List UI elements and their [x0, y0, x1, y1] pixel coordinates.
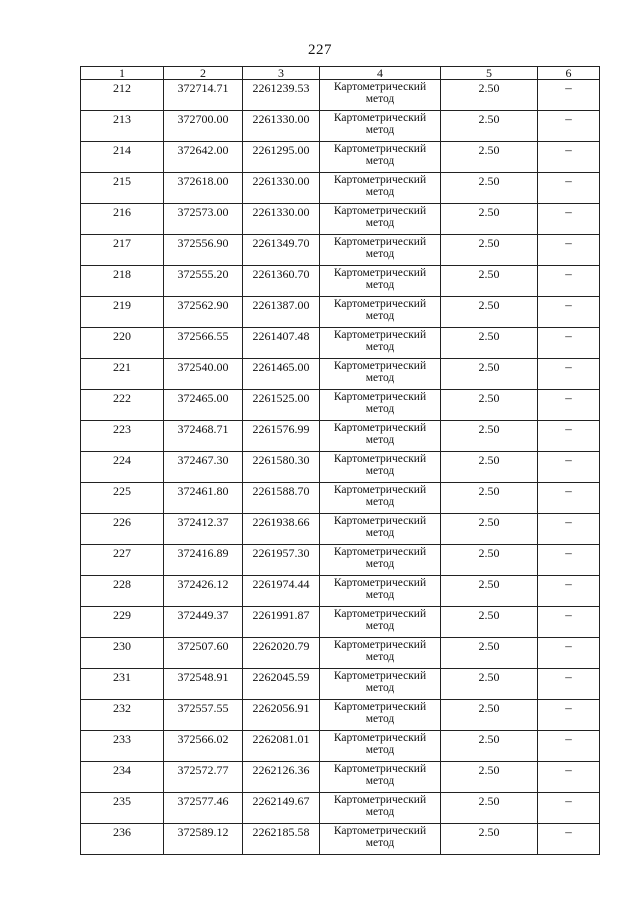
point-number-cell: 230 [81, 638, 164, 669]
table-row [81, 545, 600, 576]
coordinates-table [80, 66, 600, 855]
method-line-1: Картометрический [333, 515, 427, 527]
note-cell: – [538, 297, 600, 328]
point-number-cell: 212 [81, 80, 164, 111]
point-number-cell: 234 [81, 762, 164, 793]
method-line-2: метод [365, 806, 395, 818]
y-coordinate-cell: 2261239.53 [243, 80, 320, 111]
method-line-2: метод [365, 837, 395, 849]
method-line-1: Картометрический [333, 236, 427, 248]
table-row [81, 638, 600, 669]
point-number-cell: 229 [81, 607, 164, 638]
method-cell [320, 824, 441, 855]
method-line-1: Картометрический [333, 732, 427, 744]
column-header-2: 2 [164, 67, 243, 80]
y-coordinate-cell: 2261991.87 [243, 607, 320, 638]
method-line-2: метод [365, 589, 395, 601]
y-coordinate-cell: 2261588.70 [243, 483, 320, 514]
note-cell: – [538, 607, 600, 638]
point-number-cell: 226 [81, 514, 164, 545]
point-number-cell: 232 [81, 700, 164, 731]
x-coordinate-cell: 372714.71 [164, 80, 243, 111]
note-cell: – [538, 762, 600, 793]
point-number-cell: 224 [81, 452, 164, 483]
method-cell [320, 638, 441, 669]
point-number-cell: 220 [81, 328, 164, 359]
point-number-cell: 217 [81, 235, 164, 266]
note-cell: – [538, 514, 600, 545]
precision-cell: 2.50 [441, 235, 538, 266]
method-line-2: метод [365, 465, 395, 477]
note-cell: – [538, 452, 600, 483]
method-line-2: метод [365, 713, 395, 725]
table-row [81, 173, 600, 204]
precision-cell: 2.50 [441, 700, 538, 731]
point-number-cell: 228 [81, 576, 164, 607]
point-number-cell: 236 [81, 824, 164, 855]
table-row [81, 669, 600, 700]
y-coordinate-cell: 2261407.48 [243, 328, 320, 359]
x-coordinate-cell: 372557.55 [164, 700, 243, 731]
y-coordinate-cell: 2261387.00 [243, 297, 320, 328]
precision-cell: 2.50 [441, 80, 538, 111]
column-header-1: 1 [81, 67, 164, 80]
method-line-1: Картометрический [333, 391, 427, 403]
note-cell: – [538, 545, 600, 576]
method-cell [320, 297, 441, 328]
table-row [81, 328, 600, 359]
table-row [81, 483, 600, 514]
table-row [81, 80, 600, 111]
point-number-cell: 227 [81, 545, 164, 576]
note-cell: – [538, 669, 600, 700]
method-cell [320, 235, 441, 266]
y-coordinate-cell: 2261576.99 [243, 421, 320, 452]
precision-cell: 2.50 [441, 297, 538, 328]
precision-cell: 2.50 [441, 793, 538, 824]
precision-cell: 2.50 [441, 638, 538, 669]
table-row [81, 793, 600, 824]
method-line-2: метод [365, 527, 395, 539]
method-cell [320, 80, 441, 111]
precision-cell: 2.50 [441, 111, 538, 142]
precision-cell: 2.50 [441, 421, 538, 452]
x-coordinate-cell: 372642.00 [164, 142, 243, 173]
precision-cell: 2.50 [441, 328, 538, 359]
point-number-cell: 235 [81, 793, 164, 824]
point-number-cell: 213 [81, 111, 164, 142]
method-line-1: Картометрический [333, 577, 427, 589]
note-cell: – [538, 731, 600, 762]
method-cell [320, 452, 441, 483]
x-coordinate-cell: 372416.89 [164, 545, 243, 576]
point-number-cell: 215 [81, 173, 164, 204]
method-line-2: метод [365, 403, 395, 415]
table-row [81, 204, 600, 235]
note-cell: – [538, 483, 600, 514]
note-cell: – [538, 235, 600, 266]
precision-cell: 2.50 [441, 669, 538, 700]
x-coordinate-cell: 372449.37 [164, 607, 243, 638]
y-coordinate-cell: 2262056.91 [243, 700, 320, 731]
x-coordinate-cell: 372566.02 [164, 731, 243, 762]
y-coordinate-cell: 2262126.36 [243, 762, 320, 793]
method-line-1: Картометрический [333, 453, 427, 465]
method-line-1: Картометрический [333, 608, 427, 620]
point-number-cell: 223 [81, 421, 164, 452]
table-row [81, 142, 600, 173]
method-line-1: Картометрический [333, 81, 427, 93]
method-cell [320, 762, 441, 793]
x-coordinate-cell: 372426.12 [164, 576, 243, 607]
x-coordinate-cell: 372465.00 [164, 390, 243, 421]
method-cell [320, 421, 441, 452]
method-line-1: Картометрический [333, 174, 427, 186]
point-number-cell: 214 [81, 142, 164, 173]
x-coordinate-cell: 372540.00 [164, 359, 243, 390]
y-coordinate-cell: 2261360.70 [243, 266, 320, 297]
method-line-2: метод [365, 372, 395, 384]
table-row [81, 762, 600, 793]
method-line-2: метод [365, 558, 395, 570]
table-row [81, 700, 600, 731]
method-line-1: Картометрический [333, 143, 427, 155]
y-coordinate-cell: 2261974.44 [243, 576, 320, 607]
y-coordinate-cell: 2262045.59 [243, 669, 320, 700]
column-header-5: 5 [441, 67, 538, 80]
y-coordinate-cell: 2261349.70 [243, 235, 320, 266]
y-coordinate-cell: 2262081.01 [243, 731, 320, 762]
note-cell: – [538, 638, 600, 669]
x-coordinate-cell: 372700.00 [164, 111, 243, 142]
point-number-cell: 216 [81, 204, 164, 235]
y-coordinate-cell: 2261330.00 [243, 111, 320, 142]
table-row [81, 390, 600, 421]
method-line-2: метод [365, 341, 395, 353]
method-cell [320, 204, 441, 235]
precision-cell: 2.50 [441, 762, 538, 793]
table-row [81, 359, 600, 390]
method-line-2: метод [365, 744, 395, 756]
method-line-2: метод [365, 186, 395, 198]
method-line-1: Картометрический [333, 794, 427, 806]
method-cell [320, 173, 441, 204]
note-cell: – [538, 700, 600, 731]
note-cell: – [538, 204, 600, 235]
method-line-1: Картометрический [333, 825, 427, 837]
method-cell [320, 545, 441, 576]
precision-cell: 2.50 [441, 514, 538, 545]
precision-cell: 2.50 [441, 390, 538, 421]
method-line-2: метод [365, 434, 395, 446]
y-coordinate-cell: 2261525.00 [243, 390, 320, 421]
x-coordinate-cell: 372618.00 [164, 173, 243, 204]
precision-cell: 2.50 [441, 607, 538, 638]
method-line-1: Картометрический [333, 763, 427, 775]
method-line-2: метод [365, 217, 395, 229]
column-header-3: 3 [243, 67, 320, 80]
method-cell [320, 700, 441, 731]
method-line-2: метод [365, 155, 395, 167]
header-row [81, 67, 600, 80]
point-number-cell: 221 [81, 359, 164, 390]
note-cell: – [538, 80, 600, 111]
column-header-4: 4 [320, 67, 441, 80]
x-coordinate-cell: 372555.20 [164, 266, 243, 297]
y-coordinate-cell: 2261330.00 [243, 173, 320, 204]
method-line-2: метод [365, 248, 395, 260]
method-cell [320, 266, 441, 297]
note-cell: – [538, 793, 600, 824]
point-number-cell: 225 [81, 483, 164, 514]
method-line-2: метод [365, 620, 395, 632]
table-row [81, 452, 600, 483]
precision-cell: 2.50 [441, 452, 538, 483]
x-coordinate-cell: 372548.91 [164, 669, 243, 700]
method-line-2: метод [365, 124, 395, 136]
point-number-cell: 218 [81, 266, 164, 297]
y-coordinate-cell: 2262149.67 [243, 793, 320, 824]
note-cell: – [538, 173, 600, 204]
method-line-1: Картометрический [333, 267, 427, 279]
x-coordinate-cell: 372468.71 [164, 421, 243, 452]
page-number: 227 [308, 42, 332, 58]
table-row [81, 421, 600, 452]
precision-cell: 2.50 [441, 545, 538, 576]
method-cell [320, 483, 441, 514]
precision-cell: 2.50 [441, 576, 538, 607]
table-body [81, 80, 600, 855]
method-line-1: Картометрический [333, 546, 427, 558]
method-line-1: Картометрический [333, 484, 427, 496]
x-coordinate-cell: 372566.55 [164, 328, 243, 359]
table-row [81, 266, 600, 297]
method-line-2: метод [365, 651, 395, 663]
method-cell [320, 111, 441, 142]
method-cell [320, 514, 441, 545]
x-coordinate-cell: 372467.30 [164, 452, 243, 483]
method-line-1: Картометрический [333, 422, 427, 434]
note-cell: – [538, 359, 600, 390]
point-number-cell: 219 [81, 297, 164, 328]
method-line-1: Картометрический [333, 670, 427, 682]
method-line-1: Картометрический [333, 112, 427, 124]
y-coordinate-cell: 2261465.00 [243, 359, 320, 390]
y-coordinate-cell: 2261938.66 [243, 514, 320, 545]
method-cell [320, 142, 441, 173]
table-row [81, 607, 600, 638]
note-cell: – [538, 824, 600, 855]
note-cell: – [538, 576, 600, 607]
table-row [81, 235, 600, 266]
precision-cell: 2.50 [441, 142, 538, 173]
method-cell [320, 328, 441, 359]
table-row [81, 731, 600, 762]
method-cell [320, 669, 441, 700]
x-coordinate-cell: 372412.37 [164, 514, 243, 545]
point-number-cell: 233 [81, 731, 164, 762]
precision-cell: 2.50 [441, 359, 538, 390]
x-coordinate-cell: 372562.90 [164, 297, 243, 328]
note-cell: – [538, 421, 600, 452]
method-line-1: Картометрический [333, 329, 427, 341]
method-line-1: Картометрический [333, 360, 427, 372]
method-cell [320, 731, 441, 762]
method-line-1: Картометрический [333, 639, 427, 651]
x-coordinate-cell: 372461.80 [164, 483, 243, 514]
x-coordinate-cell: 372507.60 [164, 638, 243, 669]
x-coordinate-cell: 372573.00 [164, 204, 243, 235]
method-line-1: Картометрический [333, 205, 427, 217]
method-line-2: метод [365, 775, 395, 787]
method-line-2: метод [365, 93, 395, 105]
x-coordinate-cell: 372572.77 [164, 762, 243, 793]
note-cell: – [538, 142, 600, 173]
y-coordinate-cell: 2262020.79 [243, 638, 320, 669]
precision-cell: 2.50 [441, 266, 538, 297]
y-coordinate-cell: 2261580.30 [243, 452, 320, 483]
y-coordinate-cell: 2262185.58 [243, 824, 320, 855]
method-cell [320, 359, 441, 390]
x-coordinate-cell: 372556.90 [164, 235, 243, 266]
method-cell [320, 390, 441, 421]
method-line-2: метод [365, 310, 395, 322]
table-row [81, 576, 600, 607]
x-coordinate-cell: 372589.12 [164, 824, 243, 855]
table-row [81, 824, 600, 855]
method-line-1: Картометрический [333, 298, 427, 310]
note-cell: – [538, 266, 600, 297]
table-row [81, 111, 600, 142]
precision-cell: 2.50 [441, 824, 538, 855]
method-line-2: метод [365, 279, 395, 291]
method-cell [320, 576, 441, 607]
precision-cell: 2.50 [441, 483, 538, 514]
precision-cell: 2.50 [441, 204, 538, 235]
note-cell: – [538, 390, 600, 421]
method-cell [320, 607, 441, 638]
y-coordinate-cell: 2261330.00 [243, 204, 320, 235]
precision-cell: 2.50 [441, 173, 538, 204]
note-cell: – [538, 328, 600, 359]
table-row [81, 297, 600, 328]
x-coordinate-cell: 372577.46 [164, 793, 243, 824]
method-line-2: метод [365, 496, 395, 508]
column-header-6: 6 [538, 67, 600, 80]
method-line-2: метод [365, 682, 395, 694]
y-coordinate-cell: 2261295.00 [243, 142, 320, 173]
method-cell [320, 793, 441, 824]
point-number-cell: 231 [81, 669, 164, 700]
point-number-cell: 222 [81, 390, 164, 421]
y-coordinate-cell: 2261957.30 [243, 545, 320, 576]
precision-cell: 2.50 [441, 731, 538, 762]
table-row [81, 514, 600, 545]
method-line-1: Картометрический [333, 701, 427, 713]
note-cell: – [538, 111, 600, 142]
